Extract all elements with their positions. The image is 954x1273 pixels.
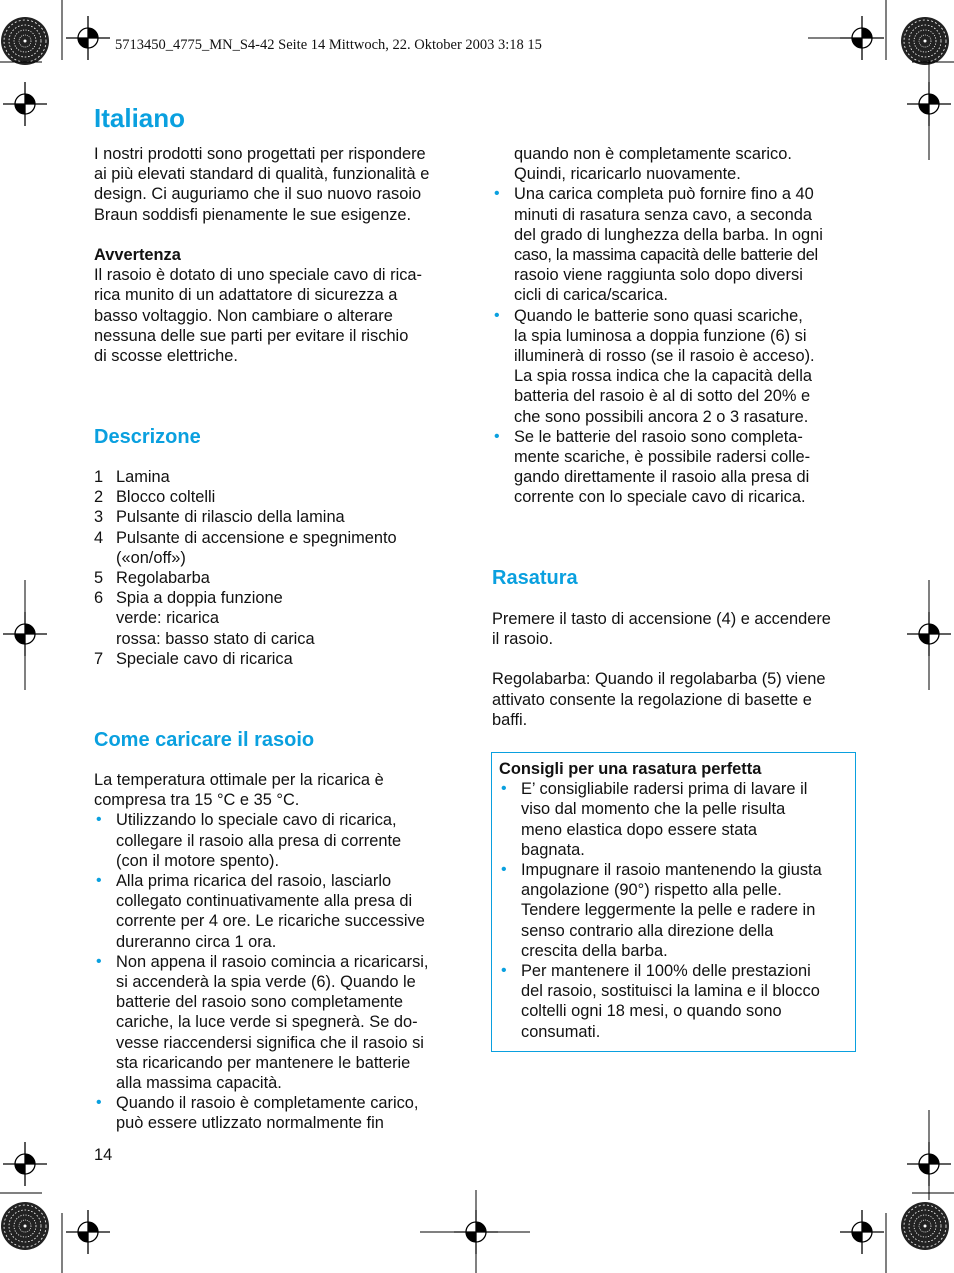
bullet-item: • Alla prima ricarica del rasoio, lasciarlo collegato continuativamente alla presa di corrente per 4 ore. Le ricariche successive dureranno circa 1 ora.	[94, 871, 428, 952]
crosshair-icon	[66, 16, 110, 60]
crosshair-icon	[3, 82, 47, 126]
list-item: 5 Regolabarba	[94, 569, 210, 588]
tips-heading: Consigli per una rasatura perfetta	[499, 760, 762, 778]
list-item: 6 Spia a doppia funzione	[94, 589, 283, 608]
description-list: 1 Lamina 2 Blocco coltelli 3 Pulsante di rilascio della lamina 4 Pulsante di accensione e spegnimento («on/off») 5 Regolabarba 6 Spia a doppia funzione verde: ricarica rossa: basso stato di carica 7 Speciale cavo di ricarica	[94, 468, 397, 668]
bullet-item: • Impugnare il rasoio mantenendo la giusta angolazione (90°) rispetto alla pelle. Tendere leggermente la pelle e radere in senso contrario alla direzione della crescita della barba.	[499, 860, 822, 961]
bullet-item: • Quando il rasoio è completamente carico, può essere utlizzato normalmente fin	[94, 1093, 428, 1133]
warning-block: Avvertenza Il rasoio è dotato di uno speciale cavo di rica- rica munito di un adattatore di sicurezza a basso voltaggio. Non cambiare o alterare nessuna delle sue parti per evitare il rischio di scosse elettriche.	[94, 246, 422, 366]
bullet-item: • Per mantenere il 100% delle prestazioni del rasoio, sostituisci la lamina e il blocco coltelli ogni 18 mesi, o quando sono consumati.	[499, 961, 822, 1042]
page-number: 14	[94, 1146, 113, 1164]
bullet-item: • Una carica completa può fornire fino a 40 minuti di rasatura senza cavo, a seconda del grado di lunghezza della barba. In ogni caso, la massima capacità delle batterie del rasoio viene raggiunta solo dopo diversi cicli di carica/scarica.	[492, 184, 823, 305]
crosshair-icon	[66, 1210, 110, 1254]
description-heading: Descrizone	[94, 426, 201, 448]
warning-heading: Avvertenza	[94, 246, 181, 264]
charging-heading: Come caricare il rasoio	[94, 729, 315, 751]
shaving-section: Premere il tasto di accensione (4) e accendere il rasoio. Regolabarba: Quando il regolabarba (5) viene attivato consente la regolazione di basette e baffi.	[492, 610, 831, 729]
registration-wheel-icon	[901, 1202, 949, 1250]
registration-wheel-icon	[901, 17, 949, 65]
print-header: 5713450_4775_MN_S4-42 Seite 14 Mittwoch, 22. Oktober 2003 3:18 15	[115, 37, 542, 53]
intro-paragraph: I nostri prodotti sono progettati per rispondere ai più elevati standard di qualità, funzionalità e design. Ci auguriamo che il suo nuovo rasoio Braun soddisfi pienamente le sue esigenze.	[94, 145, 430, 224]
shaving-heading: Rasatura	[492, 567, 578, 589]
bullet-item: • Quando le batterie sono quasi scariche, la spia luminosa a doppia funzione (6) si illuminerà di rosso (se il rasoio è acceso). La spia rossa indica che la capacità della batteria del rasoio è al di sotto del 20% e che sono possibili ancora 2 o 3 rasature.	[492, 306, 823, 427]
registration-wheel-icon	[1, 1202, 49, 1250]
crosshair-icon	[3, 1142, 47, 1186]
bullet-item: • Se le batterie del rasoio sono completa- mente scariche, è possibile radersi colle- gando direttamente il rasoio alla presa di corrente con lo speciale cavo di ricarica.	[492, 427, 823, 508]
charging-section: La temperatura ottimale per la ricarica è compresa tra 15 °C e 35 °C. • Utilizzando lo speciale cavo di ricarica, collegare il rasoio alla presa di corrente (con il motore spento). • Alla prima ricarica del rasoio, lasciarlo collegato continuativamente alla presa di corrente per 4 ore. Le ricariche successive dureranno circa 1 ora. • Non appena il rasoio comincia a ricaricarsi, si accenderà la spia verde (6). Quando le batterie del rasoio sono completamente cariche, la luce verde si spegnerà. Se do- vesse riaccendersi significa che il rasoio si sta ricaricando per mantenere le batterie alla massima capacità. • Quando il rasoio è completamente carico, può essere utlizzato normalmente fin	[94, 770, 428, 1134]
list-item: 1 Lamina	[94, 468, 170, 486]
registration-wheel-icon	[1, 17, 49, 65]
list-item: 7 Speciale cavo di ricarica	[94, 649, 293, 668]
bullet-item: • Utilizzando lo speciale cavo di ricarica, collegare il rasoio alla presa di corrente (con il motore spento).	[94, 810, 428, 871]
tips-content	[499, 759, 822, 1042]
charging-continued: quando non è completamente scarico. Quindi, ricaricarlo nuovamente. • Una carica completa può fornire fino a 40 minuti di rasatura senza cavo, a seconda del grado di lunghezza della barba. In ogni caso, la massima capacità delle batterie del rasoio viene raggiunta solo dopo diversi cicli di carica/scarica. • Quando le batterie sono quasi scariche, la spia luminosa a doppia funzione (6) si illuminerà di rosso (se il rasoio è acceso). La spia rossa indica che la capacità della batteria del rasoio è al di sotto del 20% e che sono possibili ancora 2 o 3 rasature. • Se le batterie del rasoio sono completa- mente scariche, è possibile radersi colle- gando direttamente il rasoio alla presa di corrente con lo speciale cavo di ricarica.	[492, 144, 823, 508]
bullet-item: • E’ consigliabile radersi prima di lavare il viso dal momento che la pelle risulta meno elastica dopo essere stata bagnata.	[499, 779, 822, 860]
list-item: 3 Pulsante di rilascio della lamina	[94, 508, 345, 527]
page-title: Italiano	[94, 103, 186, 133]
list-item: 4 Pulsante di accensione e spegnimento	[94, 528, 397, 547]
crosshair-icon	[840, 1210, 884, 1254]
bullet-item: • Non appena il rasoio comincia a ricaricarsi, si accenderà la spia verde (6). Quando le batterie del rasoio sono completamente cariche, la luce verde si spegnerà. Se do- vesse riaccendersi significa che il rasoio si sta ricaricando per mantenere le batterie alla massima capacità.	[94, 952, 428, 1093]
list-item: 2 Blocco coltelli	[94, 488, 216, 507]
